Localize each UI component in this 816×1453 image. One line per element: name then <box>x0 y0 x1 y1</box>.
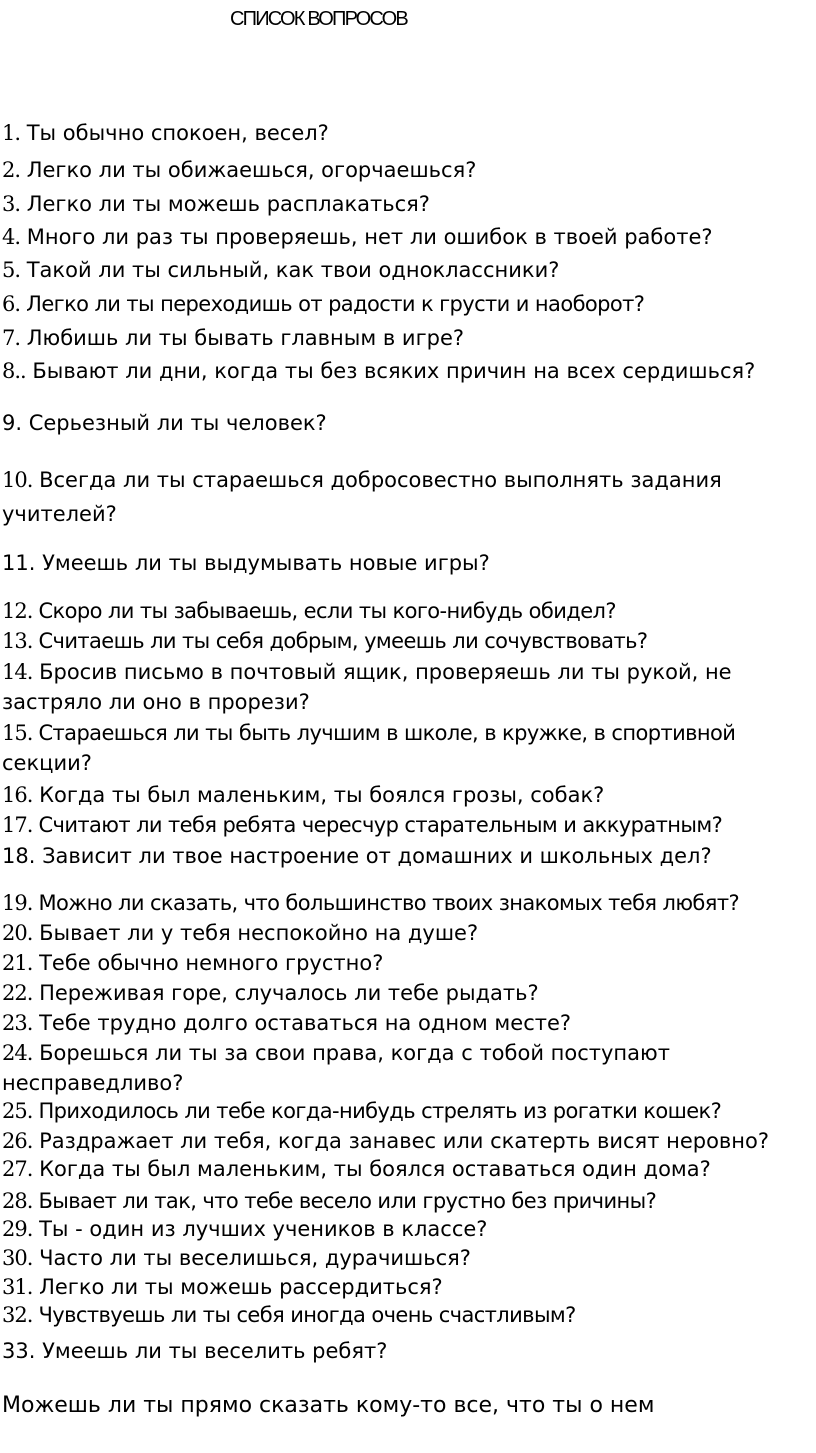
question-text: Можно ли сказать, что большинство твоих знакомых тебя любят? <box>32 891 739 915</box>
question-number: 11. <box>2 551 36 575</box>
question-text: Бывает ли у тебя неспокойно на душе? <box>32 921 479 945</box>
question-text: Считаешь ли ты себя добрым, умеешь ли сочувствовать? <box>32 629 648 653</box>
outro-text: Можешь ли ты прямо сказать кому-то все, что ты о нем <box>2 1393 655 1418</box>
question-15 <box>2 718 735 748</box>
question-text: Чувствуешь ли ты себя иногда очень счастливым? <box>32 1303 576 1327</box>
question-number: 19. <box>2 891 33 915</box>
question-number: 31. <box>2 1275 33 1299</box>
question-23 <box>2 1008 571 1038</box>
question-number: 9. <box>2 411 23 435</box>
question-22 <box>2 978 539 1008</box>
question-28 <box>2 1186 656 1216</box>
question-number: 3. <box>2 192 21 216</box>
question-8 <box>2 356 755 386</box>
question-text: Считают ли тебя ребята чересчур старательным и аккуратным? <box>32 813 723 837</box>
question-5 <box>2 255 559 285</box>
question-2 <box>2 155 476 185</box>
question-3 <box>2 189 430 219</box>
question-15-continuation: секции? <box>2 751 92 775</box>
question-text: Стараешься ли ты быть лучшим в школе, в кружке, в спортивной <box>32 721 736 745</box>
question-33 <box>2 1336 387 1366</box>
question-number: 22. <box>2 981 33 1005</box>
question-text: Ты обычно спокоен, весел? <box>20 121 329 145</box>
question-text: Бросив письмо в почтовый ящик, проверяешь ли ты рукой, не <box>32 660 732 684</box>
question-31 <box>2 1272 443 1302</box>
question-text: Борешься ли ты за свои права, когда с тобой поступают <box>32 1041 670 1065</box>
question-text: Много ли раз ты проверяешь, нет ли ошибок в твоей работе? <box>20 225 713 249</box>
question-text: Ты - один из лучших учеников в классе? <box>32 1217 488 1241</box>
question-text: Переживая горе, случалось ли тебе рыдать? <box>32 981 539 1005</box>
question-30 <box>2 1243 471 1273</box>
question-20 <box>2 918 478 948</box>
question-number: 26. <box>2 1129 33 1153</box>
question-number: 1. <box>2 121 21 145</box>
question-13 <box>2 626 647 656</box>
question-10 <box>2 465 722 495</box>
question-text: Такой ли ты сильный, как твои одноклассники? <box>20 258 560 282</box>
question-text: Тебе трудно долго оставаться на одном месте? <box>32 1011 572 1035</box>
question-number: 8.. <box>2 359 26 383</box>
question-number: 7. <box>2 326 21 350</box>
question-text: Любишь ли ты бывать главным в игре? <box>20 326 465 350</box>
question-number: 4. <box>2 225 21 249</box>
question-text: Серьезный ли ты человек? <box>22 411 327 435</box>
question-number: 5. <box>2 258 21 282</box>
question-11 <box>2 548 490 578</box>
question-number: 13. <box>2 629 33 653</box>
question-12 <box>2 596 616 626</box>
question-21 <box>2 948 383 978</box>
question-text: Скоро ли ты забываешь, если ты кого-нибудь обидел? <box>32 599 616 623</box>
question-text: Бывает ли так, что тебе весело или грустно без причины? <box>32 1189 657 1213</box>
question-text: Часто ли ты веселишься, дурачишься? <box>32 1246 471 1270</box>
question-number: 14. <box>2 660 33 684</box>
question-number: 33. <box>2 1339 36 1363</box>
question-number: 15. <box>2 721 33 745</box>
question-number: 23. <box>2 1011 33 1035</box>
question-24-continuation: несправедливо? <box>2 1071 184 1095</box>
question-text: Раздражает ли тебя, когда занавес или скатерть висят неровно? <box>32 1129 770 1153</box>
question-number: 25. <box>2 1099 33 1123</box>
question-text: Бывают ли дни, когда ты без всяких причин на всех сердишься? <box>25 359 756 383</box>
question-text: Легко ли ты можешь рассердиться? <box>32 1275 443 1299</box>
question-number: 17. <box>2 813 33 837</box>
question-number: 12. <box>2 599 33 623</box>
question-text: Умеешь ли ты веселить ребят? <box>35 1339 388 1363</box>
question-text: Всегда ли ты стараешься добросовестно выполнять задания <box>32 468 722 492</box>
question-number: 21. <box>2 951 33 975</box>
question-25 <box>2 1096 721 1126</box>
question-26 <box>2 1126 769 1156</box>
question-number: 2. <box>2 158 21 182</box>
document-title: СПИСОК ВОПРОСОВ <box>230 8 407 30</box>
question-10-continuation: учителей? <box>2 502 117 526</box>
question-number: 18. <box>2 844 36 868</box>
question-number: 24. <box>2 1041 33 1065</box>
question-text: Когда ты был маленьким, ты боялся грозы, собак? <box>32 783 605 807</box>
question-number: 16. <box>2 783 33 807</box>
question-text: Легко ли ты переходишь от радости к грусти и наоборот? <box>20 292 645 316</box>
question-text: Когда ты был маленьким, ты боялся оставаться один дома? <box>32 1157 711 1181</box>
question-text: Зависит ли твое настроение от домашних и школьных дел? <box>35 844 712 868</box>
question-text: Легко ли ты можешь расплакаться? <box>20 192 430 216</box>
question-number: 32. <box>2 1303 33 1327</box>
question-text: Легко ли ты обижаешься, огорчаешься? <box>20 158 477 182</box>
question-number: 6. <box>2 292 21 316</box>
question-number: 10. <box>2 468 33 492</box>
question-14-continuation: застряло ли оно в прорези? <box>2 690 310 714</box>
question-6 <box>2 289 644 319</box>
question-24 <box>2 1038 670 1068</box>
question-number: 20. <box>2 921 33 945</box>
question-27 <box>2 1154 711 1184</box>
question-number: 30. <box>2 1246 33 1270</box>
question-18 <box>2 841 712 871</box>
question-19 <box>2 888 739 918</box>
question-16 <box>2 780 604 810</box>
question-17 <box>2 810 722 840</box>
question-9 <box>2 408 327 438</box>
question-text: Приходилось ли тебе когда-нибудь стрелять из рогатки кошек? <box>32 1099 722 1123</box>
question-number: 29. <box>2 1217 33 1241</box>
question-text: Тебе обычно немного грустно? <box>32 951 384 975</box>
question-number: 27. <box>2 1157 33 1181</box>
question-14 <box>2 657 732 687</box>
question-text: Умеешь ли ты выдумывать новые игры? <box>35 551 490 575</box>
question-29 <box>2 1214 487 1244</box>
question-4 <box>2 222 713 252</box>
question-1 <box>2 118 329 148</box>
question-number: 28. <box>2 1189 33 1213</box>
question-7 <box>2 323 464 353</box>
question-32 <box>2 1300 576 1330</box>
